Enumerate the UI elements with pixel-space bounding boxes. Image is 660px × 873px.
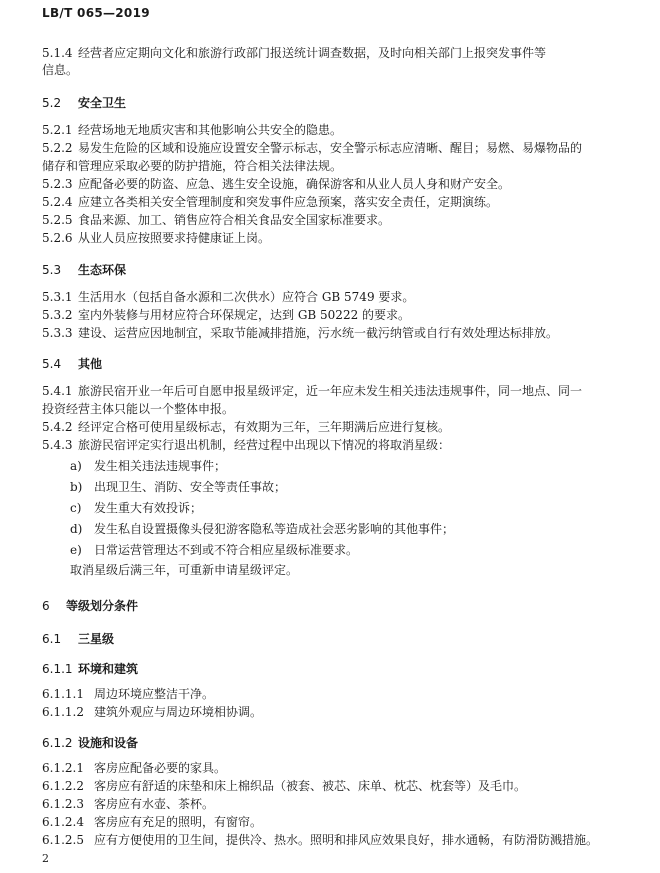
- subsection-heading-6-1-2: [42, 735, 622, 751]
- section-number: 5.4: [42, 357, 62, 371]
- clause-text: 客房应有充足的照明，有窗帘。: [94, 815, 263, 829]
- section-title: 安全卫生: [78, 96, 127, 110]
- clause-number: 6.1.2.5: [42, 833, 84, 847]
- clause-text: 取消星级后满三年，可重新申请星级评定。: [70, 563, 299, 577]
- clause-number: 5.2.3: [42, 177, 73, 191]
- clause-text: 周边环境应整洁干净。: [94, 687, 215, 701]
- clause-number: 5.4.1: [42, 384, 73, 398]
- section-number: 5.3: [42, 263, 62, 277]
- subsection-title: 环境和建筑: [78, 662, 139, 676]
- list-marker: c): [70, 501, 82, 515]
- clause-5-1-4: [42, 45, 622, 61]
- section-heading-5-2: [42, 95, 622, 111]
- clause-5-2-4: [42, 194, 622, 210]
- list-item-b: [70, 479, 630, 495]
- page-number: 2: [42, 852, 49, 865]
- clause-text: 室内外装修与用材应符合环保规定，达到 GB 50222 的要求。: [78, 308, 411, 322]
- subsection-heading-6-1-1: [42, 661, 622, 677]
- list-item-e: [70, 542, 630, 558]
- clause-note: [70, 562, 630, 578]
- clause-number: 5.3.1: [42, 290, 73, 304]
- section-title: 三星级: [78, 632, 115, 646]
- clause-number: 6.1.1.2: [42, 705, 84, 719]
- chapter-number: 6: [42, 599, 50, 613]
- clause-number: 5.2.5: [42, 213, 73, 227]
- clause-number: 5.2.1: [42, 123, 73, 137]
- clause-6-1-1-2: [42, 704, 622, 720]
- list-item-d: [70, 521, 630, 537]
- clause-text: 建筑外观应与周边环境相协调。: [94, 705, 263, 719]
- clause-continuation: [42, 62, 622, 78]
- clause-text: 应建立各类相关安全管理制度和突发事件应急预案，落实安全责任，定期演练。: [78, 195, 499, 209]
- clause-text: 信息。: [42, 63, 79, 77]
- clause-number: 6.1.2.1: [42, 761, 84, 775]
- clause-number: 5.2.4: [42, 195, 73, 209]
- clause-5-2-1: [42, 122, 622, 138]
- section-heading-5-4: [42, 356, 622, 372]
- clause-5-3-3: [42, 325, 622, 341]
- clause-5-3-1: [42, 289, 622, 305]
- clause-5-2-2: [42, 140, 622, 156]
- clause-5-3-2: [42, 307, 622, 323]
- clause-text: 旅游民宿评定实行退出机制，经营过程中出现以下情况的将取消星级：: [78, 438, 451, 452]
- clause-text: 客房应配备必要的家具。: [94, 761, 227, 775]
- clause-text: 经评定合格可使用星级标志，有效期为三年，三年期满后应进行复核。: [78, 420, 451, 434]
- list-item-c: [70, 500, 630, 516]
- section-title: 生态环保: [78, 263, 127, 277]
- list-item-a: [70, 458, 630, 474]
- section-heading-5-3: [42, 262, 622, 278]
- list-text: 发生重大有效投诉；: [94, 501, 203, 515]
- clause-text: 建设、运营应因地制宜，采取节能减排措施，污水统一截污纳管或自行有效处理达标排放。: [78, 326, 559, 340]
- clause-number: 6.1.2.3: [42, 797, 84, 811]
- clause-6-1-2-3: [42, 796, 622, 812]
- list-marker: e): [70, 543, 82, 557]
- clause-6-1-1-1: [42, 686, 622, 702]
- clause-text: 应配备必要的防盗、应急、逃生安全设施，确保游客和从业人员人身和财产安全。: [78, 177, 511, 191]
- clause-6-1-2-1: [42, 760, 622, 776]
- clause-text: 食品来源、加工、销售应符合相关食品安全国家标准要求。: [78, 213, 391, 227]
- document-code-header: LB/T 065—2019: [42, 6, 150, 20]
- clause-6-1-2-4: [42, 814, 622, 830]
- clause-6-1-2-2: [42, 778, 622, 794]
- list-text: 日常运营管理达不到或不符合相应星级标准要求。: [94, 543, 359, 557]
- list-marker: b): [70, 480, 83, 494]
- clause-5-4-2: [42, 419, 622, 435]
- clause-5-4-1: [42, 383, 622, 399]
- clause-number: 5.4.2: [42, 420, 73, 434]
- clause-text: 储存和管理应采取必要的防护措施，符合相关法律法规。: [42, 159, 343, 173]
- clause-6-1-2-5: [42, 832, 622, 848]
- clause-text: 从业人员应按照要求持健康证上岗。: [78, 231, 271, 245]
- clause-text: 客房应有水壶、茶杯。: [94, 797, 215, 811]
- clause-5-2-6: [42, 230, 622, 246]
- clause-number: 6.1.2.2: [42, 779, 84, 793]
- clause-text: 旅游民宿开业一年后可自愿申报星级评定，近一年应未发生相关违法违规事件，同一地点、同一: [78, 384, 583, 398]
- clause-text: 经营场地无地质灾害和其他影响公共安全的隐患。: [78, 123, 343, 137]
- subsection-title: 设施和设备: [78, 736, 139, 750]
- section-number: 6.1: [42, 632, 62, 646]
- section-heading-6-1: [42, 631, 622, 647]
- section-number: 5.2: [42, 96, 62, 110]
- clause-text: 投资经营主体只能以一个整体申报。: [42, 402, 235, 416]
- clause-5-2-3: [42, 176, 622, 192]
- list-text: 出现卫生、消防、安全等责任事故；: [94, 480, 287, 494]
- list-marker: a): [70, 459, 82, 473]
- clause-number: 5.2.2: [42, 141, 73, 155]
- clause-text: 经营者应定期向文化和旅游行政部门报送统计调查数据，及时向相关部门上报突发事件等: [78, 46, 547, 60]
- clause-number: 6.1.1.1: [42, 687, 84, 701]
- chapter-heading-6: [42, 598, 622, 614]
- clause-text: 客房应有舒适的床垫和床上棉织品（被套、被芯、床单、枕芯、枕套等）及毛巾。: [94, 779, 527, 793]
- subsection-number: 6.1.2: [42, 736, 73, 750]
- clause-number: 5.1.4: [42, 46, 73, 60]
- clause-number: 5.3.3: [42, 326, 73, 340]
- list-marker: d): [70, 522, 83, 536]
- clause-continuation: [42, 401, 622, 417]
- clause-number: 5.2.6: [42, 231, 73, 245]
- clause-number: 6.1.2.4: [42, 815, 84, 829]
- clause-text: 生活用水（包括自备水源和二次供水）应符合 GB 5749 要求。: [78, 290, 415, 304]
- clause-text: 易发生危险的区域和设施应设置安全警示标志，安全警示标志应清晰、醒目；易燃、易爆物品的: [78, 141, 583, 155]
- clause-5-4-3: [42, 437, 622, 453]
- clause-text: 应有方便使用的卫生间，提供冷、热水。照明和排风应效果良好，排水通畅，有防滑防溅措施。: [94, 833, 599, 847]
- clause-number: 5.4.3: [42, 438, 73, 452]
- list-text: 发生相关违法违规事件；: [94, 459, 227, 473]
- subsection-number: 6.1.1: [42, 662, 73, 676]
- clause-5-2-5: [42, 212, 622, 228]
- chapter-title: 等级划分条件: [66, 599, 139, 613]
- clause-continuation: [42, 158, 622, 174]
- section-title: 其他: [78, 357, 103, 371]
- list-text: 发生私自设置摄像头侵犯游客隐私等造成社会恶劣影响的其他事件；: [94, 522, 455, 536]
- clause-number: 5.3.2: [42, 308, 73, 322]
